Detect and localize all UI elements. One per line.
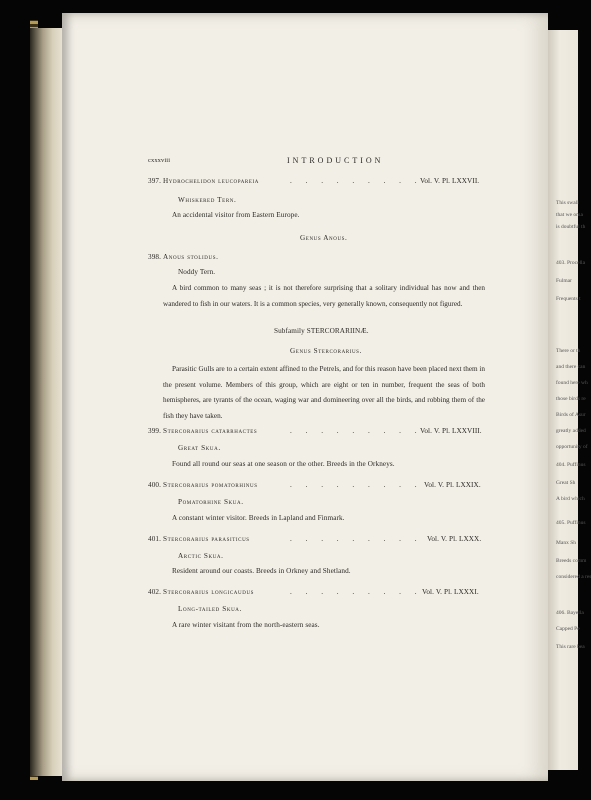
facing-text: greatly added [556,428,586,434]
leader-dots: . . . . . . . . . [290,588,423,596]
plate-reference: Vol. V. Pl. LXXXI. [422,588,479,596]
entry-note: A rare winter visitant from the north-eastern seas. [172,621,320,629]
facing-text: Breeds comm [556,558,587,564]
genus-heading: Genus Stercorarius. [290,347,362,355]
leader-dots: . . . . . . . . . [290,481,423,489]
species-name: Stercorarius catarrhactes [163,427,258,435]
facing-text: Birds of Asur [556,412,586,418]
page-title: INTRODUCTION [287,156,384,165]
common-name: Whiskered Tern. [178,196,237,204]
entry-note: An accidental visitor from Eastern Europe. [172,211,300,219]
facing-text: considered a res [556,574,591,580]
subfamily-heading: Subfamily STERCORARIINÆ. [274,327,369,335]
common-name: Arctic Skua. [178,552,224,560]
facing-text: There or th [556,348,581,354]
common-name: Noddy Tern. [178,268,216,276]
entry-note: A constant winter visitor. Breeds in Lapland and Finmark. [172,514,345,522]
entry-number: 397. [148,177,161,185]
facing-text: Great Sh [556,480,576,486]
facing-text: is doubtful th [556,224,586,230]
facing-text: 405. Puffinus [556,520,586,526]
facing-text: 403. Procella [556,260,586,266]
facing-text: found here wh [556,380,588,386]
facing-text: Frequents t [556,296,581,302]
plate-reference: Vol. V. Pl. LXXVIII. [420,427,482,435]
leader-dots: . . . . . . . . . [290,177,423,185]
common-name: Pomatorhine Skua. [178,498,244,506]
facing-text: This rare bea [556,644,585,650]
common-name: Great Skua. [178,444,221,452]
species-name: Stercorarius parasiticus [163,535,250,543]
entry-note: Resident around our coasts. Breeds in Orkney and Shetland. [172,567,351,575]
facing-text: 406. Bayella [556,610,584,616]
species-name: Stercorarius longicaudus [163,588,255,596]
entry-note: Found all round our seas at one season or the other. Breeds in the Orkneys. [172,460,395,468]
leader-dots: . . . . . . . . . [290,535,423,543]
facing-text: opportunity of [556,444,588,450]
species-name: Hydrochelidon leucopareia [163,177,259,185]
plate-reference: Vol. V. Pl. LXXIX. [424,481,481,489]
leader-dots: . . . . . . . . . [290,427,423,435]
facing-text: and there can [556,364,586,370]
plate-reference: Vol. V. Pl. LXXX. [427,535,482,543]
facing-text: Fulmar [556,278,572,284]
entry-number: 400. [148,481,161,489]
facing-text: that we oma [556,212,583,218]
species-name: Anous stolidus. [163,253,219,261]
species-name: Stercorarius pomatorhinus [163,481,258,489]
facing-text: 404. Puffinus [556,462,586,468]
facing-text: those birds re [556,396,586,402]
common-name: Long-tailed Skua. [178,605,242,613]
facing-text: This swall [556,200,579,206]
page-edges [30,28,62,776]
entry-number: 401. [148,535,161,543]
entry-number: 402. [148,588,161,596]
page-number: cxxxviii [148,157,171,164]
facing-page [548,30,591,770]
facing-text: A bird which [556,496,585,502]
plate-reference: Vol. V. Pl. LXXVII. [420,177,480,185]
entry-number: 399. [148,427,161,435]
facing-text: Capped Pe [556,626,580,632]
genus-heading: Genus Anous. [300,234,348,242]
facing-text: Manx Sh [556,540,577,546]
entry-number: 398. [148,253,161,261]
entry-note: A bird common to many seas ; it is not therefore surprising that a solitary individual has now and then wandered to fish in our waters. It is a common species, very generally known, consequently not figured. [163,284,485,308]
genus-description: Parasitic Gulls are to a certain extent affined to the Petrels, and for this reason have been placed next them in the present volume. Members of this group, which are eight or ten in number, frequent the seas of both hemispheres, are tyrants of the ocean, waging war and domineering over all the birds, and robbing them of the fish they have taken. [163,365,486,420]
